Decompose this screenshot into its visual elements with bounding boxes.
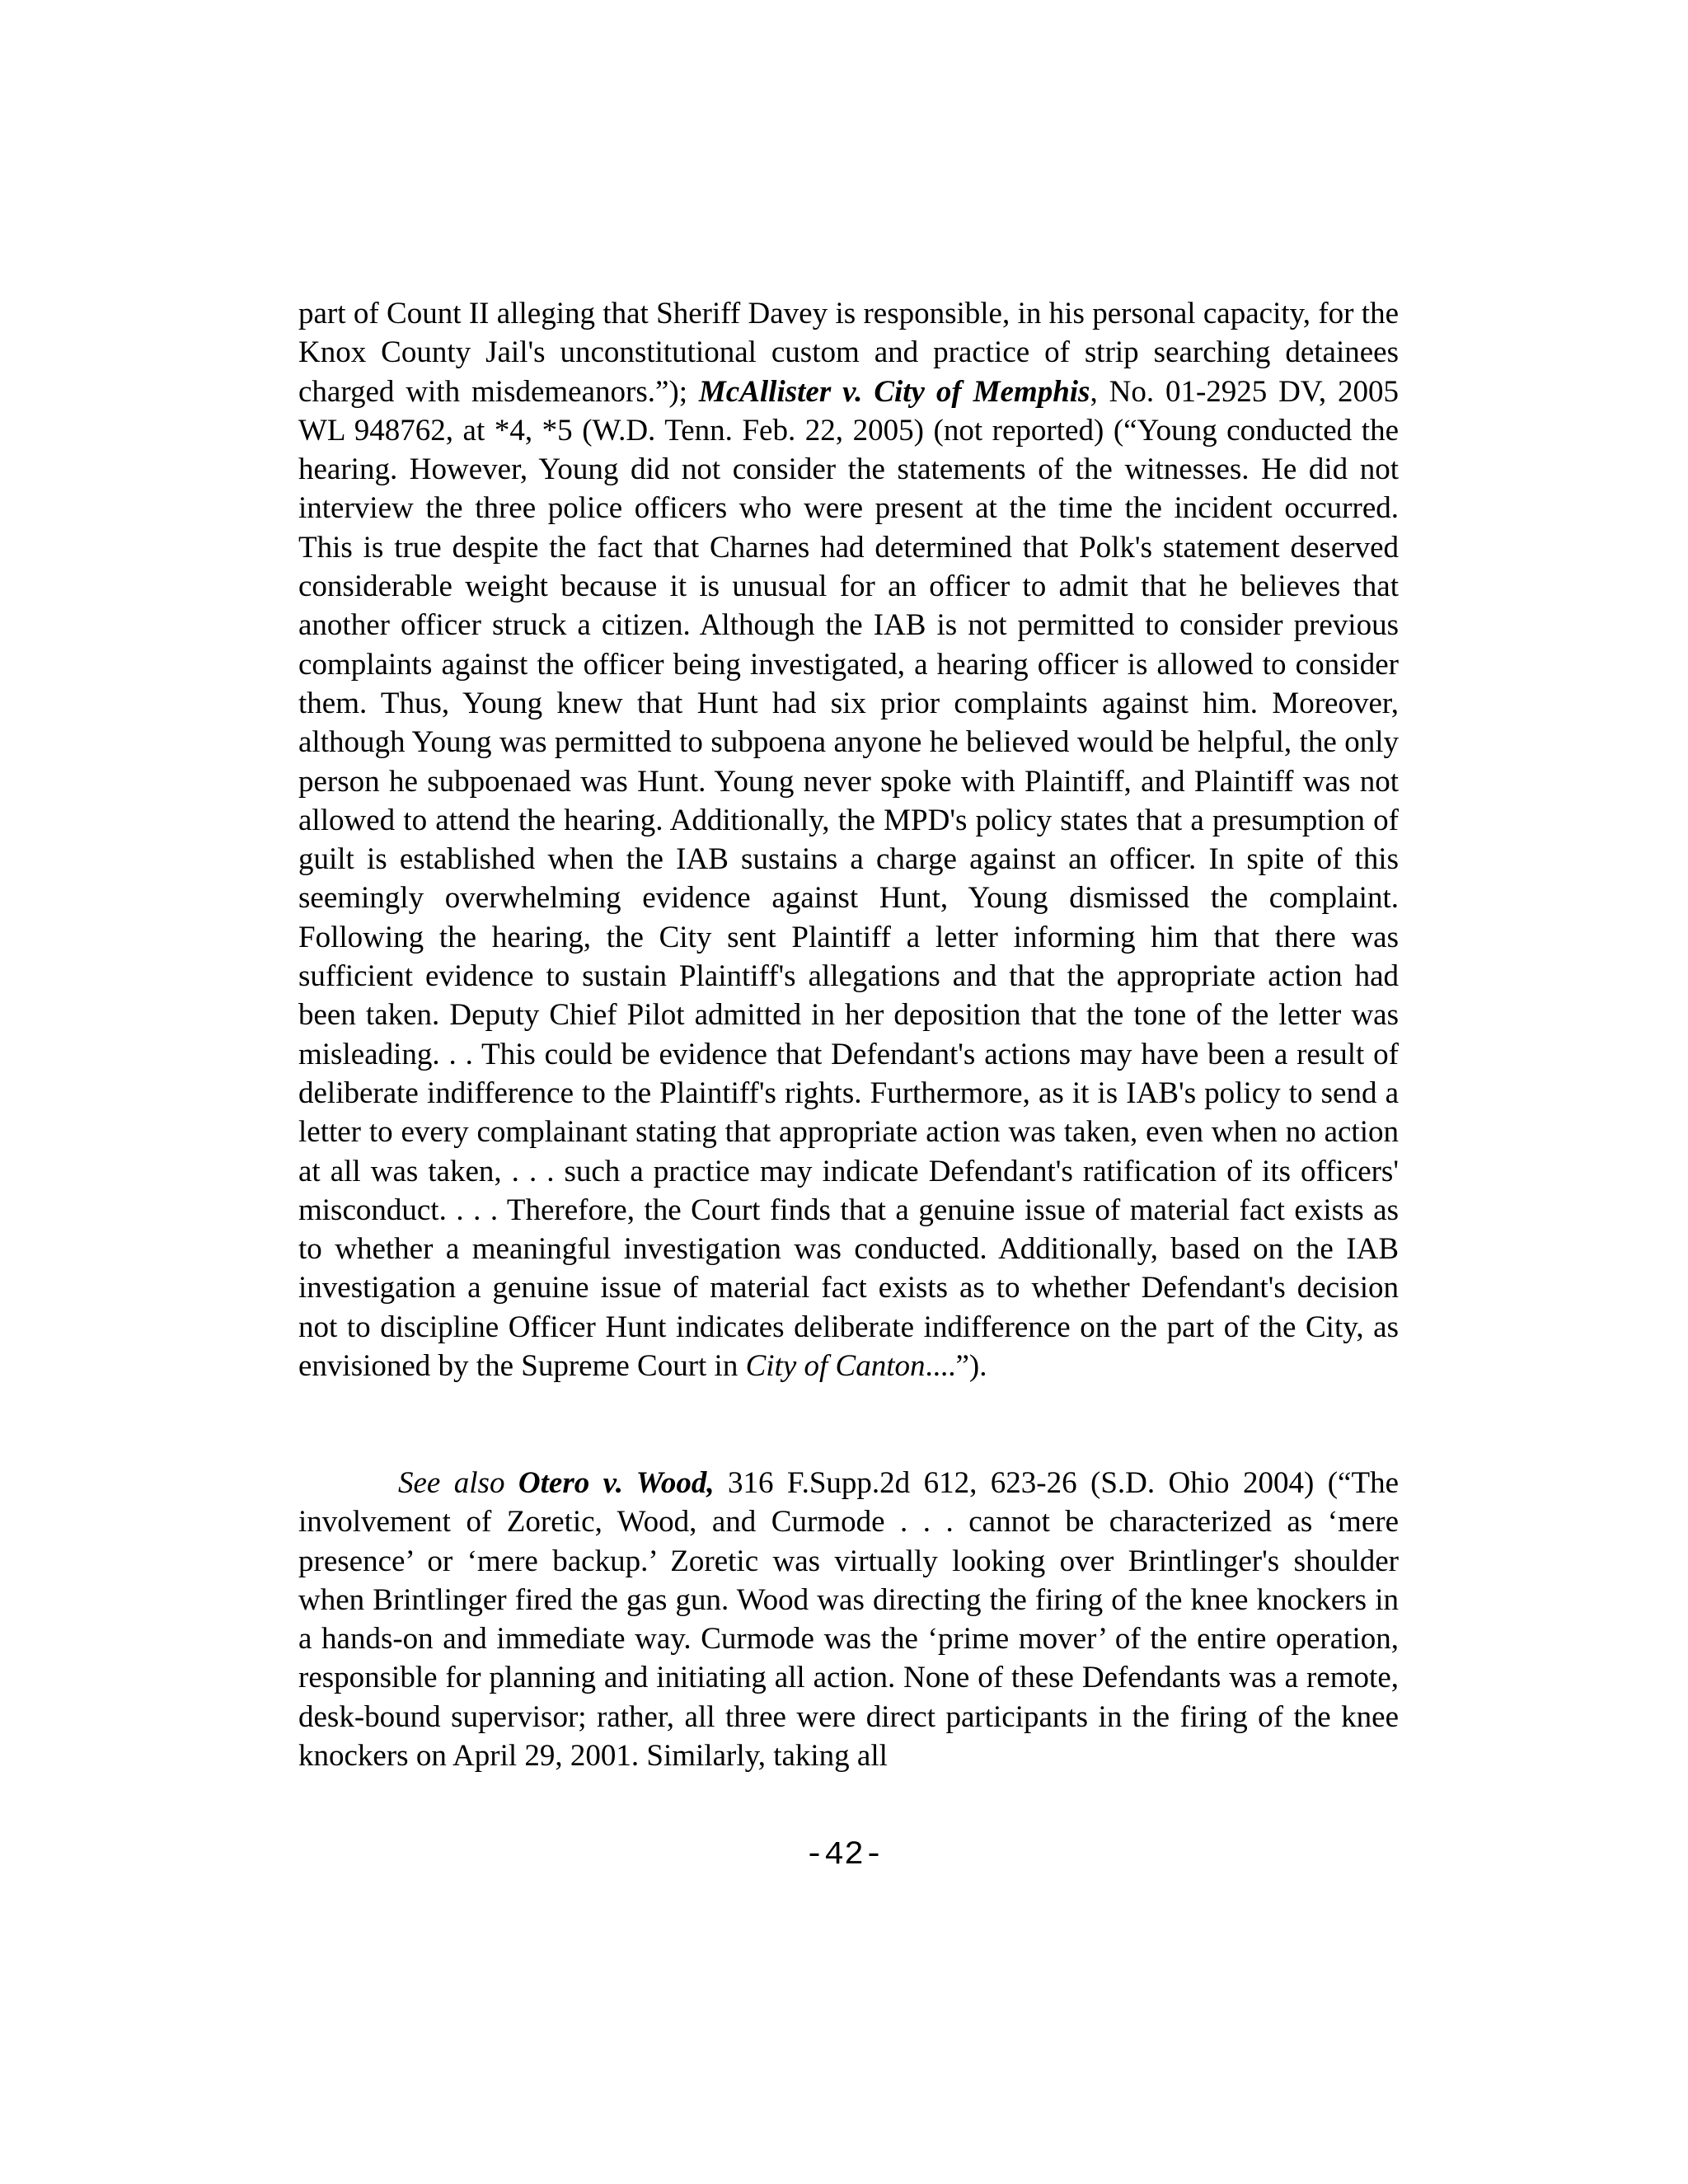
case-reference-canton: City of Canton	[745, 1349, 926, 1384]
paragraph-otero	[298, 1464, 1399, 1775]
page-number: -42-	[804, 1837, 884, 1874]
paragraph-text: part of Count II alleging that Sheriff Davey is responsible, in his personal capacity, for the Knox County Jail's unconstitutional custom and practice of strip searching detainees charged with misdemeanors.”);	[298, 297, 1399, 409]
case-citation-mcallister: McAllister v. City of Memphis	[698, 374, 1090, 409]
signal-see-also: See also	[398, 1466, 518, 1500]
paragraph-text: 316 F.Supp.2d 612, 623-26 (S.D. Ohio 2004) (“The involvement of Zoretic, Wood, and Curmode . . . cannot be characterized as ‘mere presence’ or ‘mere backup.’ Zoretic was virtually looking over Brintlinger's shoulder when Brintlinger fired the gas gun. Wood was directing the firing of the knee knockers in a hands-on and immediate way. Curmode was the ‘prime mover’ of the entire operation, responsible for planning and initiating all action. None of these Defendants was a remote, desk-bound supervisor; rather, all three were direct participants in the firing of the knee knockers on April 29, 2001. Similarly, taking all	[298, 1466, 1399, 1774]
paragraph-mcallister	[298, 294, 1399, 1385]
paragraph-text: ....”).	[925, 1349, 987, 1384]
paragraph-text: , No. 01-2925 DV, 2005 WL 948762, at *4, *5 (W.D. Tenn. Feb. 22, 2005) (not reported) (“Young conducted the hearing. However, Young did not consider the statements of the witnesses. He did not interview the three police officers who were present at the time the incident occurred. This is true despite the fact that Charnes had determined that Polk's statement deserved considerable weight because it is unusual for an officer to admit that he believes that another officer struck a citizen. Although the IAB is not permitted to consider previous complaints against the officer being investigated, a hearing officer is allowed to consider them. Thus, Young knew that Hunt had six prior complaints against him. Moreover, although Young was permitted to subpoena anyone he believed would be helpful, the only person he subpoenaed was Hunt. Young never spoke with Plaintiff, and Plaintiff was not allowed to attend the hearing. Additionally, the MPD's policy states that a presumption of guilt is established when the IAB sustains a charge against an officer. In spite of this seemingly overwhelming evidence against Hunt, Young dismissed the complaint. Following the hearing, the City sent Plaintiff a letter informing him that there was sufficient evidence to sustain Plaintiff's allegations and that the appropriate action had been taken. Deputy Chief Pilot admitted in her deposition that the tone of the letter was misleading. . . This could be evidence that Defendant's actions may have been a result of deliberate indifference to the Plaintiff's rights. Furthermore, as it is IAB's policy to send a letter to every complainant stating that appropriate action was taken, even when no action at all was taken, . . . such a practice may indicate Defendant's ratification of its officers' misconduct. . . . Therefore, the Court finds that a genuine issue of material fact exists as to whether a meaningful investigation was conducted. Additionally, based on the IAB investigation a genuine issue of material fact exists as to whether Defendant's decision not to discipline Officer Hunt indicates deliberate indifference on the part of the City, as envisioned by the Supreme Court in	[298, 374, 1399, 1384]
case-citation-otero: Otero v. Wood,	[518, 1466, 715, 1500]
